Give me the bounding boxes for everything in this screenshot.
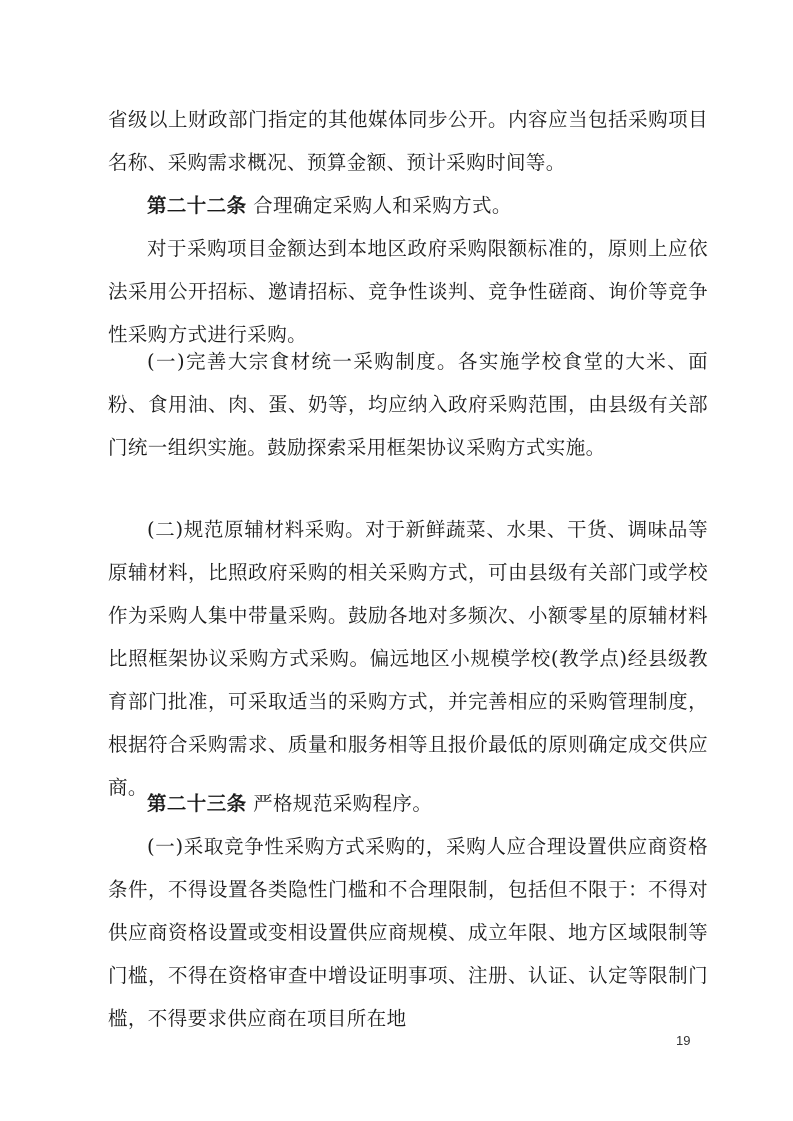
paragraph-raw-materials [108,508,708,809]
paragraph-continuation [108,98,708,184]
paragraph-bulk-food [108,340,708,469]
article-title: 严格规范采购程序。 [246,792,433,815]
article-22-heading [108,184,708,227]
article-23-heading [108,782,708,825]
paragraph-text: (一)采取竞争性采购方式采购的，采购人应合理设置供应商资格条件，不得设置各类隐性门槛和不合理限制，包括但不限于：不得对供应商资格设置或变相设置供应商规模、成立年限、地方区域限制等门槛，不得在资格审查中增设证明事项、注册、认证、认定等限制门槛，不得要求供应商在项目所在地 [108,835,708,1030]
article-number: 第二十三条 [147,792,247,815]
paragraph-text: 省级以上财政部门指定的其他媒体同步公开。内容应当包括采购项目名称、采购需求概况、预算金额、预计采购时间等。 [108,108,708,174]
article-title: 合理确定采购人和采购方式。 [246,194,512,217]
paragraph-competitive-procurement [108,825,708,1040]
paragraph-text: 对于采购项目金额达到本地区政府采购限额标准的，原则上应依法采用公开招标、邀请招标、竞争性谈判、竞争性磋商、询价等竞争性采购方式进行采购。 [108,237,708,346]
page-number: 19 [676,1033,691,1048]
paragraph-text: (二)规范原辅材料采购。对于新鲜蔬菜、水果、干货、调味品等原辅材料，比照政府采购的相关采购方式，可由县级有关部门或学校作为采购人集中带量采购。鼓励各地对多频次、小额零星的原辅材料比照框架协议采购方式采购。偏远地区小规模学校(教学点)经县级教育部门批准，可采取适当的采购方式，并完善相应的采购管理制度，根据符合采购需求、质量和服务相等且报价最低的原则确定成交供应商。 [108,518,708,799]
paragraph-text: (一)完善大宗食材统一采购制度。各实施学校食堂的大米、面粉、食用油、肉、蛋、奶等，均应纳入政府采购范围，由县级有关部门统一组织实施。鼓励探索采用框架协议采购方式实施。 [108,350,708,459]
paragraph-procurement-methods [108,227,708,356]
article-number: 第二十二条 [147,194,247,217]
